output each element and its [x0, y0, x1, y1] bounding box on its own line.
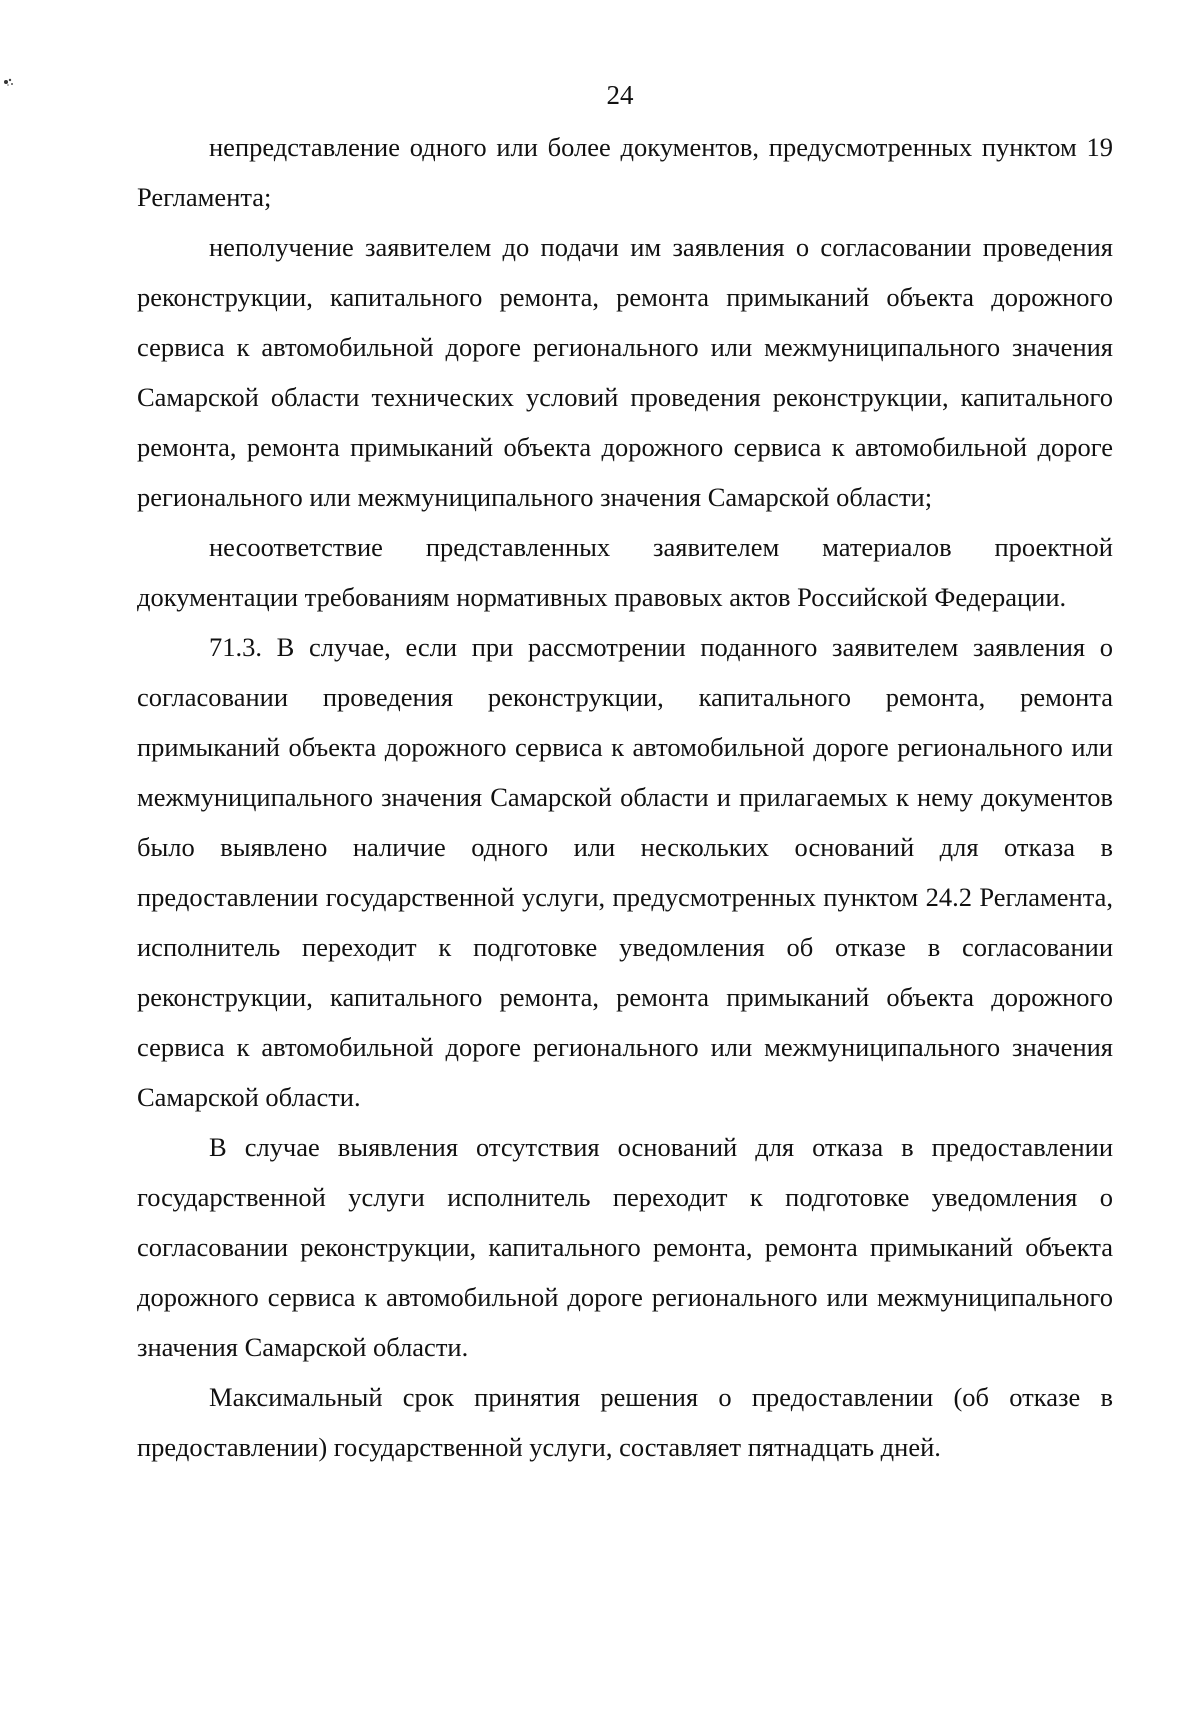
- paragraph-nonsubmission: непредставление одного или более документов, предусмотренных пунктом 19 Регламента;: [137, 132, 1113, 212]
- document-body: [137, 122, 1113, 1472]
- paragraph-project-mismatch: несоответствие представленных заявителем материалов проектной документации требованиям нормативных правовых актов Российской Федерации.: [137, 532, 1113, 612]
- page-number: 24: [606, 80, 634, 110]
- paragraph-technical-conditions: неполучение заявителем до подачи им заявления о согласовании проведения реконструкции, капитального ремонта, ремонта примыканий объекта дорожного сервиса к автомобильной дороге регионального или межмуниципального значения Самарской области технических условий проведения реконструкции, капитального ремонта, ремонта примыканий объекта дорожного сервиса к автомобильной дороге регионального или межмуниципального значения Самарской области;: [137, 232, 1113, 512]
- paragraph-no-grounds: В случае выявления отсутствия оснований для отказа в предоставлении государственной услуги исполнитель переходит к подготовке уведомления о согласовании реконструкции, капитального ремонта, ремонта примыканий объекта дорожного сервиса к автомобильной дороге регионального или межмуниципального значения Самарской области.: [137, 1132, 1113, 1362]
- paragraph-max-term: Максимальный срок принятия решения о предоставлении (об отказе в предоставлении) государственной услуги, составляет пятнадцать дней.: [137, 1382, 1113, 1462]
- paragraph-71-3: 71.3. В случае, если при рассмотрении поданного заявителем заявления о согласовании проведения реконструкции, капитального ремонта, ремонта примыканий объекта дорожного сервиса к автомобильной дороге регионального или межмуниципального значения Самарской области и прилагаемых к нему документов было выявлено наличие одного или нескольких оснований для отказа в предоставлении государственной услуги, предусмотренных пунктом 24.2 Регламента, исполнитель переходит к подготовке уведомления об отказе в согласовании реконструкции, капитального ремонта, ремонта примыканий объекта дорожного сервиса к автомобильной дороге регионального или межмуниципального значения Самарской области.: [137, 632, 1113, 1112]
